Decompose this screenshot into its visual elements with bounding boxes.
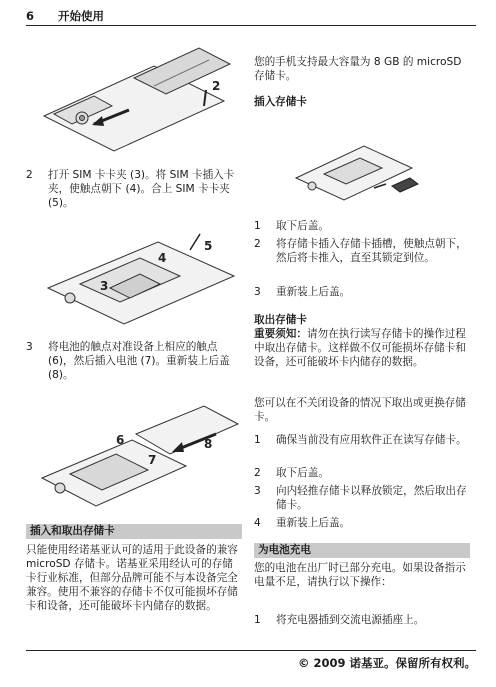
step-number: 1 (254, 434, 261, 446)
step-text: 取下后盖。 (276, 220, 329, 232)
figure-insert-memory-card (294, 124, 422, 206)
copyright: © 2009 诺基亚。保留所有权利。 (297, 656, 476, 670)
figure-label: 8 (204, 437, 213, 451)
step-number: 2 (254, 467, 261, 479)
figure-label: 6 (116, 433, 125, 447)
memory-card-compat-text: 只能使用经诺基亚认可的适用于此设备的兼容 microSD 存储卡。诺基亚采用经认可的存储卡行业标准，但部分品牌可能不与本设备完全兼容。使用不兼容的存储卡不仅可能损坏存储卡和设备，还可能破坏卡内储存的数据。 (26, 544, 238, 612)
remove-card-heading: 取出存储卡 (254, 314, 307, 326)
step-number: 1 (254, 614, 261, 626)
step-2-sim (26, 168, 242, 212)
step-text: 将电池的触点对准设备上相应的触点 (6)，然后插入电池 (7)。重新装上后盖 (8)。 (48, 341, 230, 381)
hot-swap-text: 您可以在不关闭设备的情况下取出或更换存储卡。 (254, 397, 466, 423)
important-notice (254, 327, 470, 369)
step-text: 取下后盖。 (276, 467, 329, 479)
step-text: 重新装上后盖。 (276, 286, 351, 298)
step-number: 2 (26, 169, 33, 181)
charging-intro-text: 您的电池在出厂时已部分充电。如果设备指示电量不足，请执行以下操作： (254, 562, 466, 588)
step-text: 重新装上后盖。 (276, 517, 351, 529)
important-text: 请勿在执行读写存储卡的操作过程中取出存储卡。这样做不仅可能损坏存储卡和设备，还可能破坏卡内储存的数据。 (254, 328, 466, 368)
figure-insert-battery (36, 404, 240, 512)
step-text: 向内轻推存储卡以释放锁定，然后取出存储卡。 (276, 485, 467, 511)
step-number: 1 (254, 220, 261, 232)
figure-label: 5 (204, 239, 213, 253)
step-number: 4 (254, 517, 261, 529)
page-header (26, 9, 476, 26)
figure-label: 4 (158, 251, 167, 265)
section-bar-memory-card: 插入和取出存储卡 (26, 524, 242, 539)
footer-rule (26, 650, 476, 651)
step-text: 将存储卡插入存储卡插槽，使触点朝下，然后将卡推入，直至其锁定到位。 (276, 238, 467, 264)
figure-label: 2 (212, 79, 221, 93)
important-label: 重要须知： (254, 328, 307, 340)
figure-label: 3 (100, 279, 109, 293)
figure-label: 7 (148, 453, 157, 467)
step-number: 3 (254, 286, 261, 298)
step-number: 3 (26, 341, 33, 353)
step-number: 2 (254, 238, 261, 250)
step-3-battery (26, 340, 242, 384)
step-text: 将充电器插到交流电源插座上。 (276, 614, 425, 626)
figure-insert-sim (40, 228, 238, 328)
step-number: 3 (254, 485, 261, 497)
max-capacity-text: 您的手机支持最大容量为 8 GB 的 microSD 存储卡。 (254, 56, 462, 82)
section-bar-charging: 为电池充电 (254, 543, 470, 558)
page-number: 6 (26, 9, 35, 23)
step-text: 确保当前没有应用软件正在读写存储卡。 (276, 434, 467, 446)
header-rule (26, 25, 476, 26)
chapter-title: 开始使用 (58, 9, 104, 23)
insert-card-heading: 插入存储卡 (254, 96, 307, 108)
figure-remove-back-cover (34, 46, 232, 158)
step-text: 打开 SIM 卡卡夹 (3)。将 SIM 卡插入卡夹，使触点朝下 (4)。合上 SIM 卡卡夹 (5)。 (48, 169, 235, 209)
